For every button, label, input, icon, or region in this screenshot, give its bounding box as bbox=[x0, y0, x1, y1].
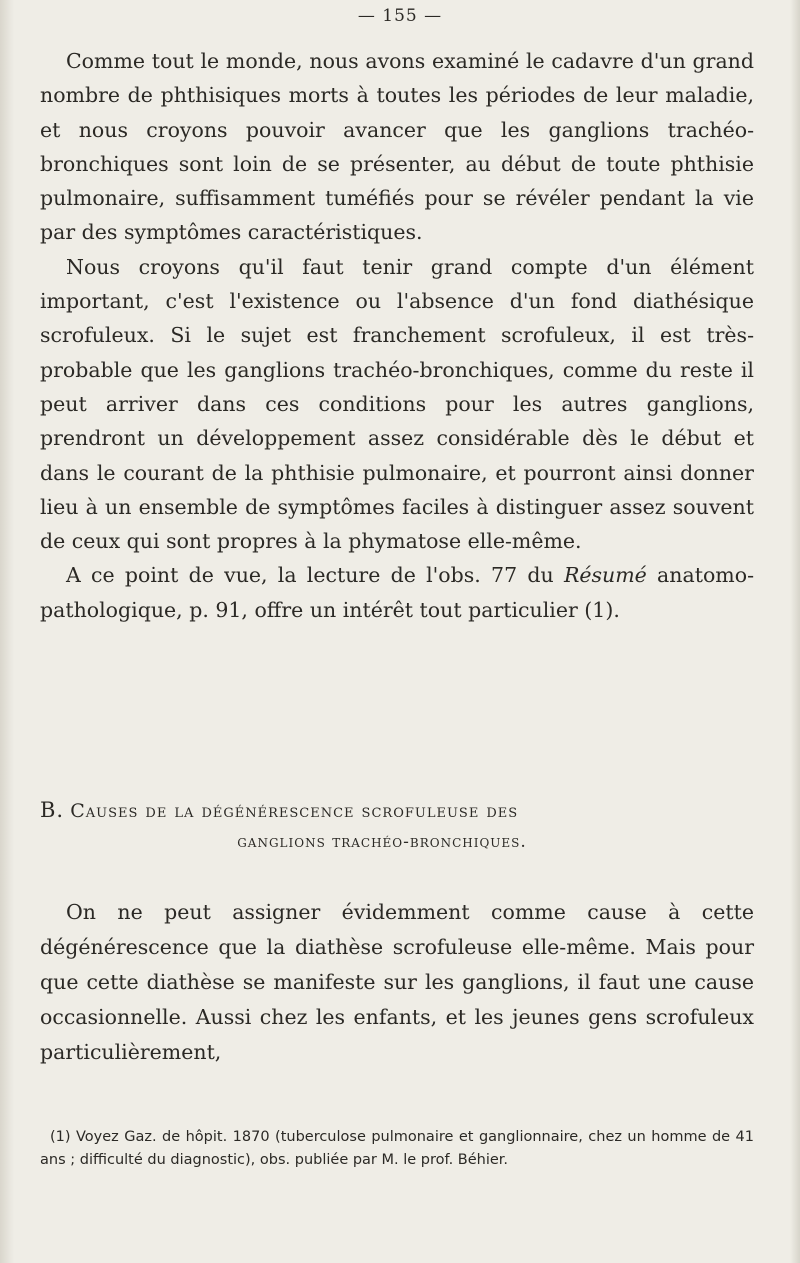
paragraph-3-before: A ce point de vue, la lecture de l'obs. 77 du bbox=[66, 563, 564, 588]
paragraph-3-italic-title: Résumé bbox=[563, 563, 647, 588]
section-heading-letter: B. bbox=[40, 798, 65, 822]
paragraph-4: On ne peut assigner évidemment comme cause à cette dégénérescence que la diathèse scrofuleuse elle-même. Mais pour que cette diathèse se manifeste sur les ganglions, il faut une cause occasionnelle. Aussi chez les enfants, et les jeunes gens scrofuleux particulièrement, bbox=[40, 900, 754, 1064]
footnote: (1) Voyez Gaz. de hôpit. 1870 (tuberculose pulmonaire et ganglionnaire, chez un homme de 41 ans ; difficulté du diagnostic), obs. publiée par M. le prof. Béhier. bbox=[40, 1129, 754, 1168]
paragraph-3 bbox=[40, 558, 754, 627]
body-text-upper bbox=[40, 44, 754, 627]
page-number: — 155 — bbox=[357, 6, 443, 26]
section-heading-line1: Causes de la dégénérescence scrofuleuse des bbox=[70, 800, 519, 822]
paragraph-2: Nous croyons qu'il faut tenir grand compte d'un élément important, c'est l'existence ou l'absence d'un fond diathésique scrofuleux. Si le sujet est franchement scrofuleux, il est très-probable que les ganglions trachéo-bronchiques, comme du reste il peut arriver dans ces conditions pour les autres ganglions, prendront un développement assez considérable dès le début et dans le courant de la phthisie pulmonaire, et pourront ainsi donner lieu à un ensemble de symptômes faciles à distinguer assez souvent de ceux qui sont propres à la phymatose elle-même. bbox=[40, 254, 754, 554]
body-text-lower bbox=[40, 895, 754, 1070]
section-heading-line2: ganglions trachéo-bronchiques. bbox=[237, 832, 527, 852]
page-edge-shadow bbox=[790, 0, 800, 1263]
binding-shadow bbox=[0, 0, 14, 1263]
section-heading bbox=[40, 795, 754, 857]
paragraph-3-after: anatomo-pathologique, p. 91, offre un intérêt tout particulier (1). bbox=[40, 563, 754, 622]
paragraph-1: Comme tout le monde, nous avons examiné le cadavre d'un grand nombre de phthisiques morts à toutes les périodes de leur maladie, et nous croyons pouvoir avancer que les ganglions trachéo-bronchiques sont loin de se présenter, au début de toute phthisie pulmonaire, suffisamment tuméfiés pour se révéler pendant la vie par des symptômes caractéristiques. bbox=[40, 49, 754, 245]
